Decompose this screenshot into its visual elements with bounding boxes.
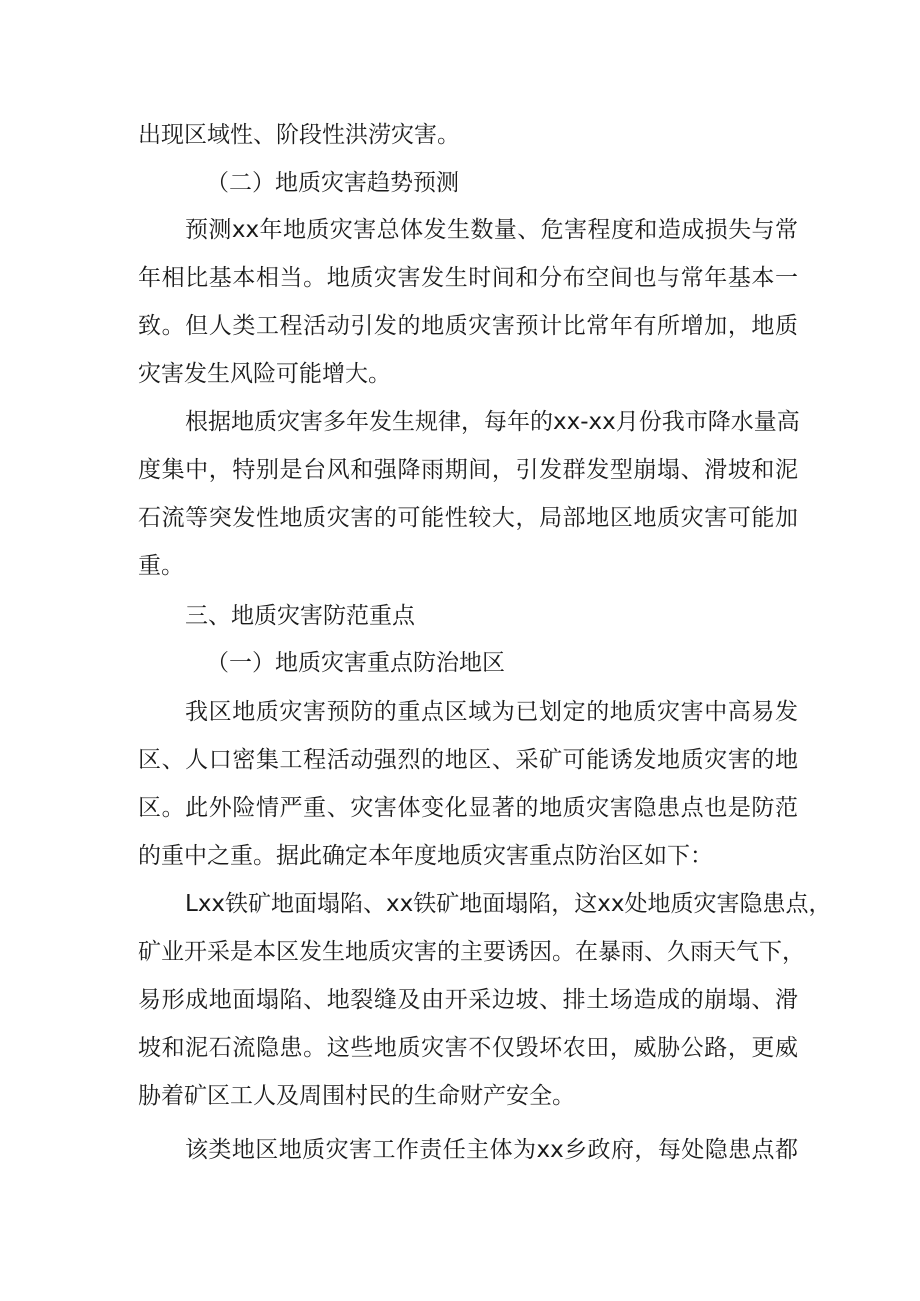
paragraph-line: 致。但人类工程活动引发的地质灾害预计比常年有所增加，地质 [138, 313, 798, 339]
paragraph-line: 重。 [138, 553, 184, 579]
paragraph-line: 矿业开采是本区发生地质灾害的主要诱因。在暴雨、久雨天气下， [138, 939, 805, 965]
section-heading: 三、地质灾害防范重点 [185, 603, 415, 629]
paragraph-line: 我区地质灾害预防的重点区域为已划定的地质灾害中高易发 [185, 699, 798, 725]
paragraph-line: 出现区域性、阶段性洪涝灾害。 [138, 122, 460, 148]
paragraph-line: 年相比基本相当。地质灾害发生时间和分布空间也与常年基本一 [138, 265, 798, 291]
paragraph-line: 该类地区地质灾害工作责任主体为xx乡政府，每处隐患点都 [185, 1137, 798, 1163]
paragraph-line: 度集中，特别是台风和强降雨期间，引发群发型崩塌、滑坡和泥 [138, 457, 798, 483]
paragraph-line: 易形成地面塌陷、地裂缝及由开采边坡、排土场造成的崩塌、滑 [138, 987, 798, 1013]
paragraph-line: 胁着矿区工人及周围村民的生命财产安全。 [138, 1083, 575, 1109]
paragraph-line: 的重中之重。据此确定本年度地质灾害重点防治区如下： [138, 843, 713, 869]
section-heading: （二）地质灾害趋势预测 [206, 170, 459, 196]
paragraph-line: 石流等突发性地质灾害的可能性较大，局部地区地质灾害可能加 [138, 505, 798, 531]
paragraph-line: 区。此外险情严重、灾害体变化显著的地质灾害隐患点也是防范 [138, 795, 798, 821]
paragraph-line: 灾害发生风险可能增大。 [138, 361, 391, 387]
paragraph-line: 坡和泥石流隐患。这些地质灾害不仅毁坏农田，威胁公路，更威 [138, 1035, 798, 1061]
section-heading: （一）地质灾害重点防治地区 [206, 650, 505, 676]
paragraph-line: Lxx铁矿地面塌陷、xx铁矿地面塌陷，这xx处地质灾害隐患点， [185, 891, 832, 917]
paragraph-line: 预测xx年地质灾害总体发生数量、危害程度和造成损失与常 [185, 217, 798, 243]
paragraph-line: 区、人口密集工程活动强烈的地区、采矿可能诱发地质灾害的地 [138, 747, 798, 773]
paragraph-line: 根据地质灾害多年发生规律，每年的xx-xx月份我市降水量高 [185, 409, 800, 435]
